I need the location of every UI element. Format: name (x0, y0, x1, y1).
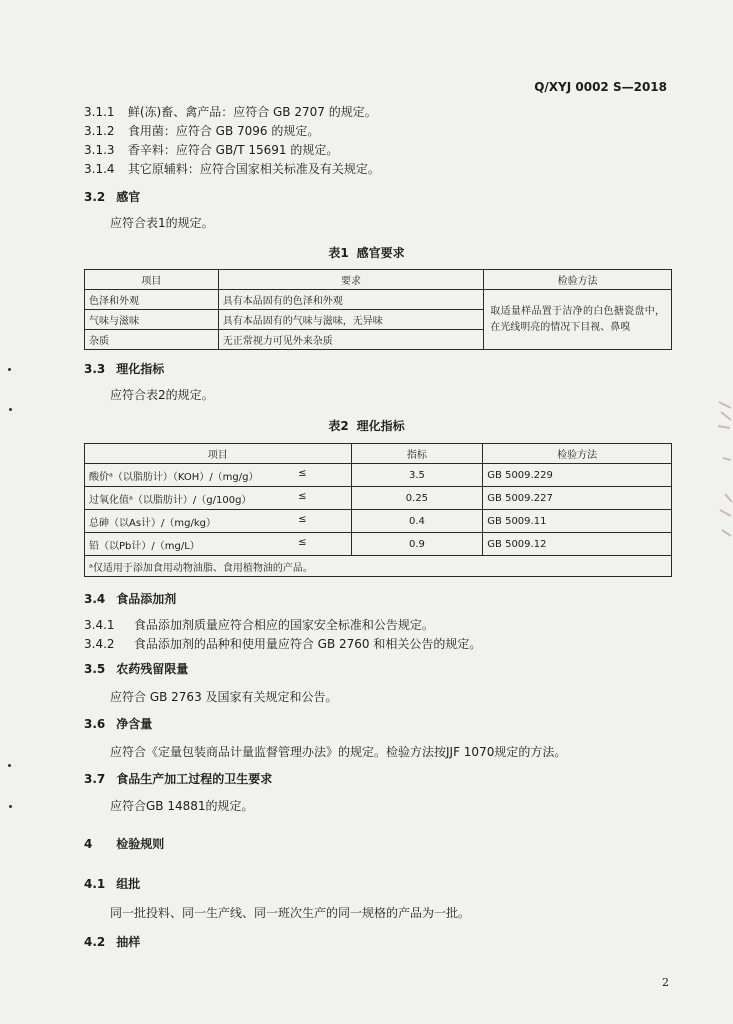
section-body: 应符合GB 14881的规定。 (110, 799, 254, 813)
table-cell: 气味与滋味 (85, 310, 219, 330)
clause-3-4-1 (84, 618, 434, 632)
section-heading-3-6 (84, 717, 152, 731)
table-cell (85, 510, 352, 533)
clause-number: 3.1.3 (84, 143, 115, 157)
section-body: 应符合《定量包装商品计量监督管理办法》的规定。检验方法按JJF 1070规定的方法。 (110, 745, 567, 759)
clause-text: 食用菌：应符合 GB 7096 的规定。 (127, 124, 320, 138)
section-title: 感官 (116, 190, 141, 204)
section-heading-4-2 (84, 935, 140, 949)
section-number: 3.6 (84, 717, 106, 731)
clause-3-4-2 (84, 637, 481, 651)
table-row (85, 464, 672, 487)
physicochemical-table (84, 443, 672, 577)
caption-title: 感官要求 (356, 246, 405, 260)
section-title: 农药残留限量 (116, 662, 189, 676)
clause-text: 鲜(冻)畜、禽产品：应符合 GB 2707 的规定。 (127, 105, 377, 119)
clause-3-1-2 (84, 124, 319, 138)
clause-text: 食品添加剂的品种和使用量应符合 GB 2760 和相关公告的规定。 (133, 637, 482, 651)
table1-caption (0, 244, 733, 261)
table-cell: 杂质 (85, 330, 219, 350)
scan-speck (8, 764, 11, 767)
table-cell (85, 533, 352, 556)
table-cell (85, 487, 352, 510)
section-title: 食品生产加工过程的卫生要求 (116, 772, 273, 786)
table-cell: 0.25 (351, 487, 483, 510)
table-cell: GB 5009.12 (483, 533, 672, 556)
scan-speck (8, 368, 11, 371)
section-number: 3.4 (84, 592, 106, 606)
item-label: 过氧化值ᵃ（以脂肪计）/（g/100g） (89, 494, 252, 506)
table-header-row (85, 444, 672, 464)
section-number: 3.2 (84, 190, 106, 204)
table-row (85, 487, 672, 510)
section-title: 检验规则 (116, 837, 165, 851)
operator: ≤ (298, 536, 307, 548)
section-heading-4-1 (84, 877, 140, 891)
clause-3-1-4 (84, 162, 380, 176)
caption-title: 理化指标 (356, 419, 405, 433)
clause-text: 香辛料：应符合 GB/T 15691 的规定。 (127, 143, 339, 157)
table-row (85, 533, 672, 556)
operator: ≤ (298, 467, 307, 479)
table-row (85, 510, 672, 533)
item-label: 酸价ᵃ（以脂肪计）（KOH）/（mg/g） (89, 471, 259, 483)
document-id: Q/XYJ 0002 S—2018 (534, 80, 667, 94)
section-title: 组批 (116, 877, 141, 891)
section-body: 应符合表1的规定。 (110, 216, 214, 230)
clause-number: 3.1.1 (84, 105, 115, 119)
inspection-method-cell: 取适量样品置于洁净的白色搪瓷盘中，在光线明亮的情况下目视、鼻嗅 (484, 290, 672, 350)
section-number: 3.3 (84, 362, 106, 376)
section-heading-3-7 (84, 772, 272, 786)
operator: ≤ (298, 490, 307, 502)
table-row (85, 290, 672, 310)
column-header: 项目 (85, 270, 219, 290)
clause-text: 其它原辅料：应符合国家相关标准及有关规定。 (127, 162, 380, 176)
table-cell: 具有本品固有的气味与滋味，无异味 (218, 310, 484, 330)
table-cell: GB 5009.11 (483, 510, 672, 533)
section-body: 应符合表2的规定。 (110, 388, 214, 402)
table-note-row (85, 556, 672, 577)
section-heading-3-5 (84, 662, 188, 676)
section-heading-3-2 (84, 190, 140, 204)
section-title: 净含量 (116, 717, 153, 731)
table-cell: 具有本品固有的色泽和外观 (218, 290, 484, 310)
column-header: 要求 (218, 270, 484, 290)
section-number: 4 (84, 837, 93, 851)
table-header-row (85, 270, 672, 290)
section-body: 同一批投料、同一生产线、同一班次生产的同一规格的产品为一批。 (110, 906, 471, 920)
section-title: 食品添加剂 (116, 592, 177, 606)
scan-speck (9, 408, 12, 411)
clause-3-1-1 (84, 105, 377, 119)
section-heading-4 (84, 837, 164, 851)
section-title: 理化指标 (116, 362, 165, 376)
operator: ≤ (298, 513, 307, 525)
column-header: 项目 (85, 444, 352, 464)
column-header: 指标 (351, 444, 483, 464)
clause-3-1-3 (84, 143, 338, 157)
item-label: 总砷（以As计）/（mg/kg） (89, 517, 217, 529)
column-header: 检验方法 (483, 444, 672, 464)
section-heading-3-3 (84, 362, 164, 376)
seal-fragment-shape (715, 398, 733, 538)
section-number: 4.1 (84, 877, 106, 891)
table-cell: 3.5 (351, 464, 483, 487)
section-number: 4.2 (84, 935, 106, 949)
caption-number: 表1 (328, 246, 349, 260)
clause-text: 食品添加剂质量应符合相应的国家安全标准和公告规定。 (133, 618, 434, 632)
sensory-table (84, 269, 672, 350)
section-number: 3.5 (84, 662, 106, 676)
table-cell: GB 5009.227 (483, 487, 672, 510)
clause-number: 3.1.2 (84, 124, 115, 138)
table-cell: 无正常视力可见外来杂质 (218, 330, 484, 350)
clause-number: 3.4.1 (84, 618, 115, 632)
column-header: 检验方法 (484, 270, 672, 290)
section-body: 应符合 GB 2763 及国家有关规定和公告。 (110, 690, 338, 704)
table-cell: GB 5009.229 (483, 464, 672, 487)
table2-caption (0, 417, 733, 434)
section-heading-3-4 (84, 592, 176, 606)
table-note: ᵃ仅适用于添加食用动物油脂、食用植物油的产品。 (85, 556, 672, 577)
table-cell (85, 464, 352, 487)
table-cell: 0.9 (351, 533, 483, 556)
caption-number: 表2 (328, 419, 349, 433)
table-cell: 0.4 (351, 510, 483, 533)
clause-number: 3.1.4 (84, 162, 115, 176)
section-title: 抽样 (116, 935, 141, 949)
table-cell: 色泽和外观 (85, 290, 219, 310)
page-number: 2 (662, 976, 669, 989)
seal-fragment (715, 398, 733, 424)
item-label: 铅（以Pb计）/（mg/L） (89, 540, 200, 552)
section-number: 3.7 (84, 772, 106, 786)
scan-speck (9, 805, 12, 808)
clause-number: 3.4.2 (84, 637, 115, 651)
